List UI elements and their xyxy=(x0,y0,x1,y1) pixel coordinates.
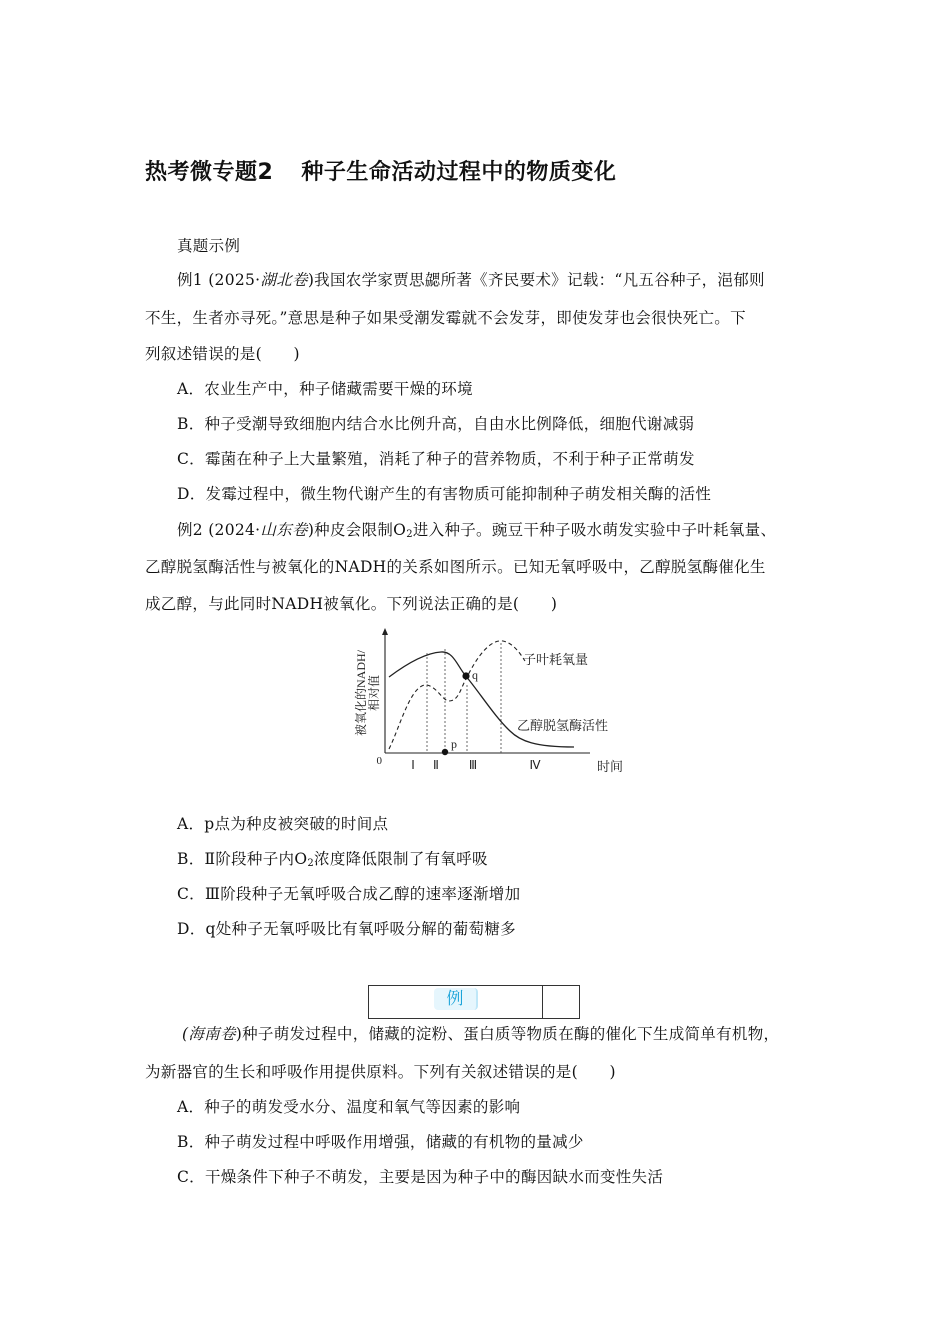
point-q-marker xyxy=(462,672,469,679)
example2-option-a: A．p点为种皮被突破的时间点 xyxy=(177,815,389,833)
example2-option-b-sub: 2 xyxy=(307,858,315,869)
example1-option-b: B．种子受潮导致细胞内结合水比例升高，自由水比例降低，细胞代谢减弱 xyxy=(177,415,695,433)
example1-option-d: D．发霉过程中，微生物代谢产生的有害物质可能抑制种子萌发相关酶的活性 xyxy=(177,485,712,503)
point-p-marker xyxy=(442,749,448,755)
origin-label: 0 xyxy=(376,755,382,767)
example2-line1-sub: 2 xyxy=(406,529,413,540)
example2-option-c: C．Ⅲ阶段种子无氧呼吸合成乙醇的速率逐渐增加 xyxy=(177,885,521,903)
example3-option-b: B．种子萌发过程中呼吸作用增强，储藏的有机物的量减少 xyxy=(177,1133,584,1151)
point-q-label: q xyxy=(472,668,478,682)
x-axis-label: 时间 xyxy=(597,759,624,774)
example1-line1 xyxy=(177,270,765,290)
stage-label-1: Ⅰ xyxy=(411,758,415,772)
example2-label: 例2 (2024· xyxy=(177,521,261,539)
example3-line2: 为新器官的生长和呼吸作用提供原料。下列有关叙述错误的是( ) xyxy=(145,1063,616,1081)
example-header-box xyxy=(368,985,580,1019)
example1-option-a: A．农业生产中，种子储藏需要干燥的环境 xyxy=(177,380,473,398)
title-main: 热考微专题2 xyxy=(145,160,274,185)
example2-option-d: D．q处种子无氧呼吸比有氧呼吸分解的葡萄糖多 xyxy=(177,920,516,938)
example1-source: 湖北卷 xyxy=(260,271,308,289)
stage-label-3: Ⅲ xyxy=(468,758,478,772)
nadh-figure xyxy=(345,627,635,777)
example3-option-a: A．种子的萌发受水分、温度和氧气等因素的影响 xyxy=(177,1098,521,1116)
y-axis-label-1: 被氧化的NADH/ xyxy=(354,650,368,736)
y-axis-arrow xyxy=(382,628,388,635)
example2-line3: 成乙醇，与此同时NADH被氧化。下列说法正确的是( ) xyxy=(145,595,558,613)
example-tag: 例 xyxy=(434,988,478,1010)
example-box-divider xyxy=(542,986,543,1018)
example1-line2: 不生，生者亦寻死。”意思是种子如果受潮发霉就不会发芽，即使发芽也会很快死亡。下 xyxy=(145,309,746,327)
example2-line1 xyxy=(177,520,776,540)
example2-option-b xyxy=(177,849,488,869)
curve-label-enzyme: 乙醇脱氢酶活性 xyxy=(517,718,609,733)
example3-source: (海南卷 xyxy=(182,1025,236,1043)
stage-label-4: Ⅳ xyxy=(529,758,541,772)
example1-line1-text: )我国农学家贾思勰所著《齐民要术》记载：“凡五谷种子，浥郁则 xyxy=(307,271,765,289)
example2-option-b-text-b: 浓度降低限制了有氧呼吸 xyxy=(314,850,488,868)
example1-line3: 列叙述错误的是( ) xyxy=(145,345,300,363)
page-title xyxy=(145,155,616,186)
section-label: 真题示例 xyxy=(177,237,241,255)
example3-option-c: C．干燥条件下种子不萌发，主要是因为种子中的酶因缺水而变性失活 xyxy=(177,1168,664,1186)
example1-label: 例1 (2025· xyxy=(177,271,261,289)
title-sub: 种子生命活动过程中的物质变化 xyxy=(301,160,617,185)
oxygen-consumption-curve xyxy=(389,641,525,749)
example3-line1 xyxy=(182,1024,779,1044)
example2-source: 山东卷 xyxy=(260,521,308,539)
example2-line1-text-a: )种皮会限制O xyxy=(307,521,407,539)
example2-line1-text-b: 进入种子。豌豆干种子吸水萌发实验中子叶耗氧量、 xyxy=(412,521,777,539)
curve-label-oxygen: 子叶耗氧量 xyxy=(523,652,589,667)
y-axis-label-2: 相对值 xyxy=(367,674,381,712)
stage-label-2: Ⅱ xyxy=(433,758,439,772)
example3-line1-text: )种子萌发过程中，储藏的淀粉、蛋白质等物质在酶的催化下生成简单有机物， xyxy=(235,1025,780,1043)
example2-line2: 乙醇脱氢酶活性与被氧化的NADH的关系如图所示。已知无氧呼吸中，乙醇脱氢酶催化生 xyxy=(145,558,766,576)
example2-option-b-text-a: B．Ⅱ阶段种子内O xyxy=(177,850,308,868)
example1-option-c: C．霉菌在种子上大量繁殖，消耗了种子的营养物质，不利于种子正常萌发 xyxy=(177,450,695,468)
point-p-label: p xyxy=(451,737,457,751)
